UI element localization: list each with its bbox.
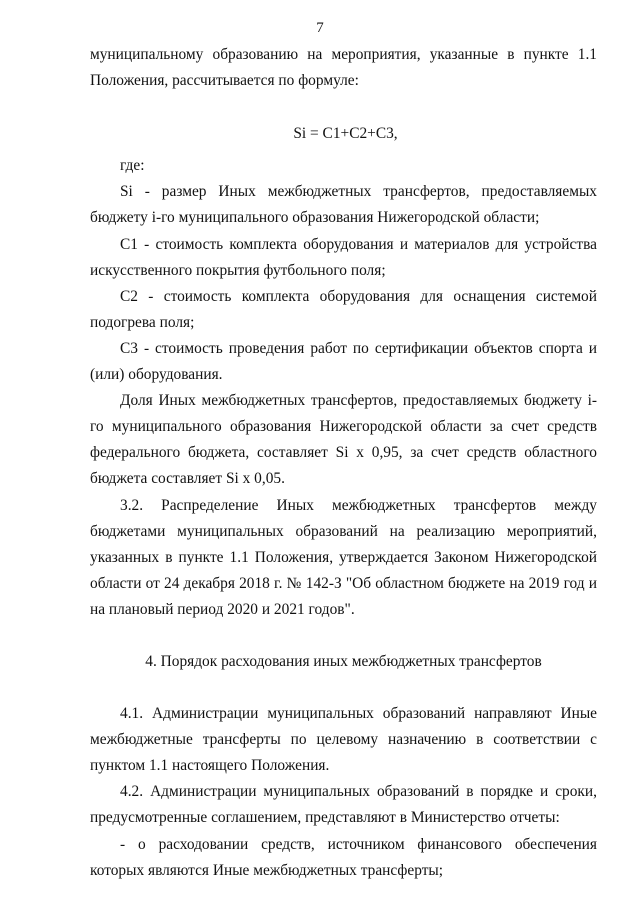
definition-si: Si - размер Иных межбюджетных трансфертов, предоставляемых бюджету i-го муниципального образования Нижегородской области;: [90, 183, 597, 227]
definition-c1: С1 - стоимость комплекта оборудования и материалов для устройства искусственного покрытия футбольного поля;: [90, 235, 597, 279]
share-paragraph: Доля Иных межбюджетных трансфертов, предоставляемых бюджету i-го муниципального образования Нижегородской области за счет средств федерального бюджета, составляет Si x 0,95, за счет средств областного бюджета составляет Si x 0,05.: [90, 392, 597, 488]
page-number: 7: [316, 20, 324, 36]
formula: Si = C1+C2+C3,: [293, 125, 398, 143]
definition-c3: С3 - стоимость проведения работ по сертификации объектов спорта и (или) оборудования.: [90, 339, 597, 384]
document-body: [90, 42, 597, 884]
intro-paragraph: муниципальному образованию на мероприятия, указанные в пункте 1.1 Положения, рассчитывается по формуле:: [90, 46, 597, 90]
section-4-2: 4.2. Администрации муниципальных образований в порядке и сроки, предусмотренные соглашением, представляют в Министерство отчеты:: [90, 783, 597, 827]
where-label: где:: [120, 157, 145, 175]
bullet-item: - о расходовании средств, источником финансового обеспечения которых являются Иные межбюджетных трансферты;: [90, 835, 597, 879]
definition-c2: С2 - стоимость комплекта оборудования для оснащения системой подогрева поля;: [90, 287, 597, 331]
section-4-heading: 4. Порядок расходования иных межбюджетных трансфертов: [145, 652, 542, 670]
section-4-1: 4.1. Администрации муниципальных образований направляют Иные межбюджетные трансферты по целевому назначению в соответствии с пунктом 1.1 настоящего Положения.: [90, 705, 597, 775]
section-3-2: 3.2. Распределение Иных межбюджетных трансфертов между бюджетами муниципальных образований на реализацию мероприятий, указанных в пункте 1.1 Положения, утверждается Законом Нижегородской области от 24 декабря 2018 г. № 142-З "Об областном бюджете на 2019 год и на плановый период 2020 и 2021 годов".: [90, 496, 597, 618]
